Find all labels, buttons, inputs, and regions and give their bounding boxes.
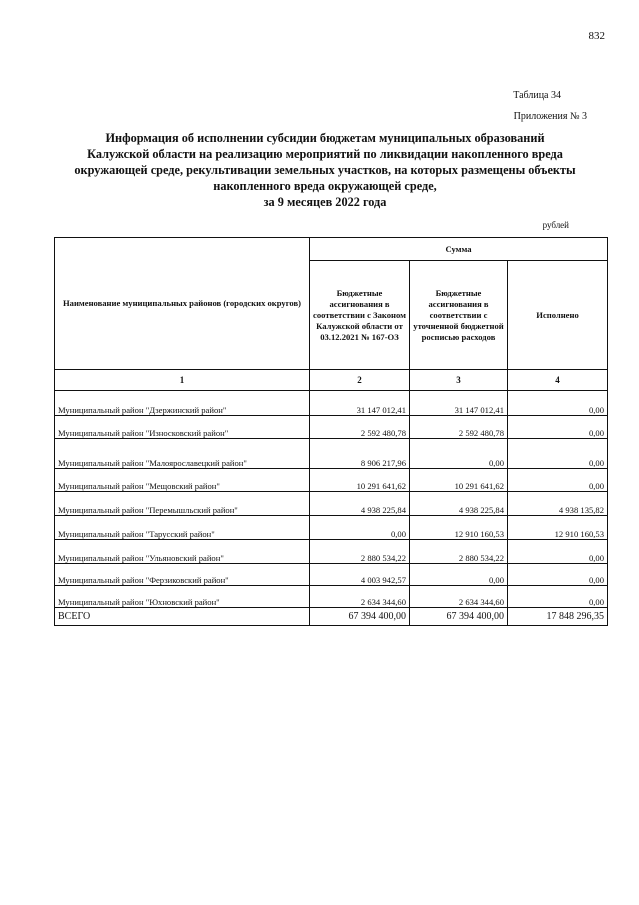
row-name: Муниципальный район "Перемышльский район" <box>55 492 310 516</box>
table-row <box>55 564 608 586</box>
table-row <box>55 391 608 416</box>
row-refined-value: 2 592 480,78 <box>410 416 508 439</box>
row-refined-value: 10 291 641,62 <box>410 469 508 492</box>
table-row <box>55 469 608 492</box>
total-label: ВСЕГО <box>55 608 310 626</box>
row-name: Муниципальный район "Малоярославецкий район" <box>55 439 310 469</box>
row-name: Муниципальный район "Мещовский район" <box>55 469 310 492</box>
row-executed-value: 0,00 <box>508 416 608 439</box>
row-executed-value: 12 910 160,53 <box>508 516 608 540</box>
table-row <box>55 416 608 439</box>
row-refined-value: 4 938 225,84 <box>410 492 508 516</box>
row-refined-value: 2 880 534,22 <box>410 540 508 564</box>
units-label: рублей <box>542 220 569 230</box>
total-refined-value: 67 394 400,00 <box>410 608 508 626</box>
table-row <box>55 492 608 516</box>
title-line: Информация об исполнении субсидии бюджетам муниципальных образований <box>105 131 545 145</box>
total-row <box>55 608 608 626</box>
header-sum-group: Сумма <box>310 238 608 261</box>
row-law-value: 8 906 217,96 <box>310 439 410 469</box>
subsidy-table <box>54 237 608 626</box>
row-refined-value: 2 634 344,60 <box>410 586 508 608</box>
row-law-value: 2 634 344,60 <box>310 586 410 608</box>
row-law-value: 2 880 534,22 <box>310 540 410 564</box>
total-law-value: 67 394 400,00 <box>310 608 410 626</box>
page-number: 832 <box>588 30 605 42</box>
row-name: Муниципальный район "Юхновский район" <box>55 586 310 608</box>
row-refined-value: 0,00 <box>410 439 508 469</box>
row-refined-value: 31 147 012,41 <box>410 391 508 416</box>
table-row <box>55 540 608 564</box>
row-name: Муниципальный район "Ульяновский район" <box>55 540 310 564</box>
table-row <box>55 516 608 540</box>
row-law-value: 10 291 641,62 <box>310 469 410 492</box>
row-law-value: 2 592 480,78 <box>310 416 410 439</box>
row-executed-value: 4 938 135,82 <box>508 492 608 516</box>
row-executed-value: 0,00 <box>508 540 608 564</box>
document-title <box>40 130 610 210</box>
row-executed-value: 0,00 <box>508 564 608 586</box>
table-label: Таблица 34 <box>513 90 561 101</box>
header-law-column: Бюджетные ассигнования в соответствии с Законом Калужской области от 03.12.2021 № 167-ОЗ <box>310 261 410 370</box>
row-name: Муниципальный район "Дзержинский район" <box>55 391 310 416</box>
header-index: 4 <box>508 370 608 391</box>
header-name-column: Наименование муниципальных районов (городских округов) <box>55 238 310 370</box>
row-law-value: 0,00 <box>310 516 410 540</box>
row-refined-value: 0,00 <box>410 564 508 586</box>
table-row <box>55 586 608 608</box>
appendix-label: Приложения № 3 <box>513 111 587 122</box>
header-index: 1 <box>55 370 310 391</box>
title-line: окружающей среде, рекультивации земельных участков, на которых размещены объекты <box>74 163 576 177</box>
title-line: накопленного вреда окружающей среде, <box>213 179 437 193</box>
row-executed-value: 0,00 <box>508 391 608 416</box>
row-executed-value: 0,00 <box>508 586 608 608</box>
row-name: Муниципальный район "Износковский район" <box>55 416 310 439</box>
title-line: за 9 месяцев 2022 года <box>263 195 387 209</box>
row-law-value: 4 938 225,84 <box>310 492 410 516</box>
header-index: 3 <box>410 370 508 391</box>
row-executed-value: 0,00 <box>508 439 608 469</box>
title-line: Калужской области на реализацию мероприятий по ликвидации накопленного вреда <box>87 147 563 161</box>
row-name: Муниципальный район "Ферзиковский район" <box>55 564 310 586</box>
row-law-value: 4 003 942,57 <box>310 564 410 586</box>
row-name: Муниципальный район "Тарусский район" <box>55 516 310 540</box>
row-refined-value: 12 910 160,53 <box>410 516 508 540</box>
header-executed-column: Исполнено <box>508 261 608 370</box>
total-executed-value: 17 848 296,35 <box>508 608 608 626</box>
table-row <box>55 439 608 469</box>
header-refined-column: Бюджетные ассигнования в соответствии с уточненной бюджетной росписью расходов <box>410 261 508 370</box>
row-executed-value: 0,00 <box>508 469 608 492</box>
row-law-value: 31 147 012,41 <box>310 391 410 416</box>
header-index: 2 <box>310 370 410 391</box>
